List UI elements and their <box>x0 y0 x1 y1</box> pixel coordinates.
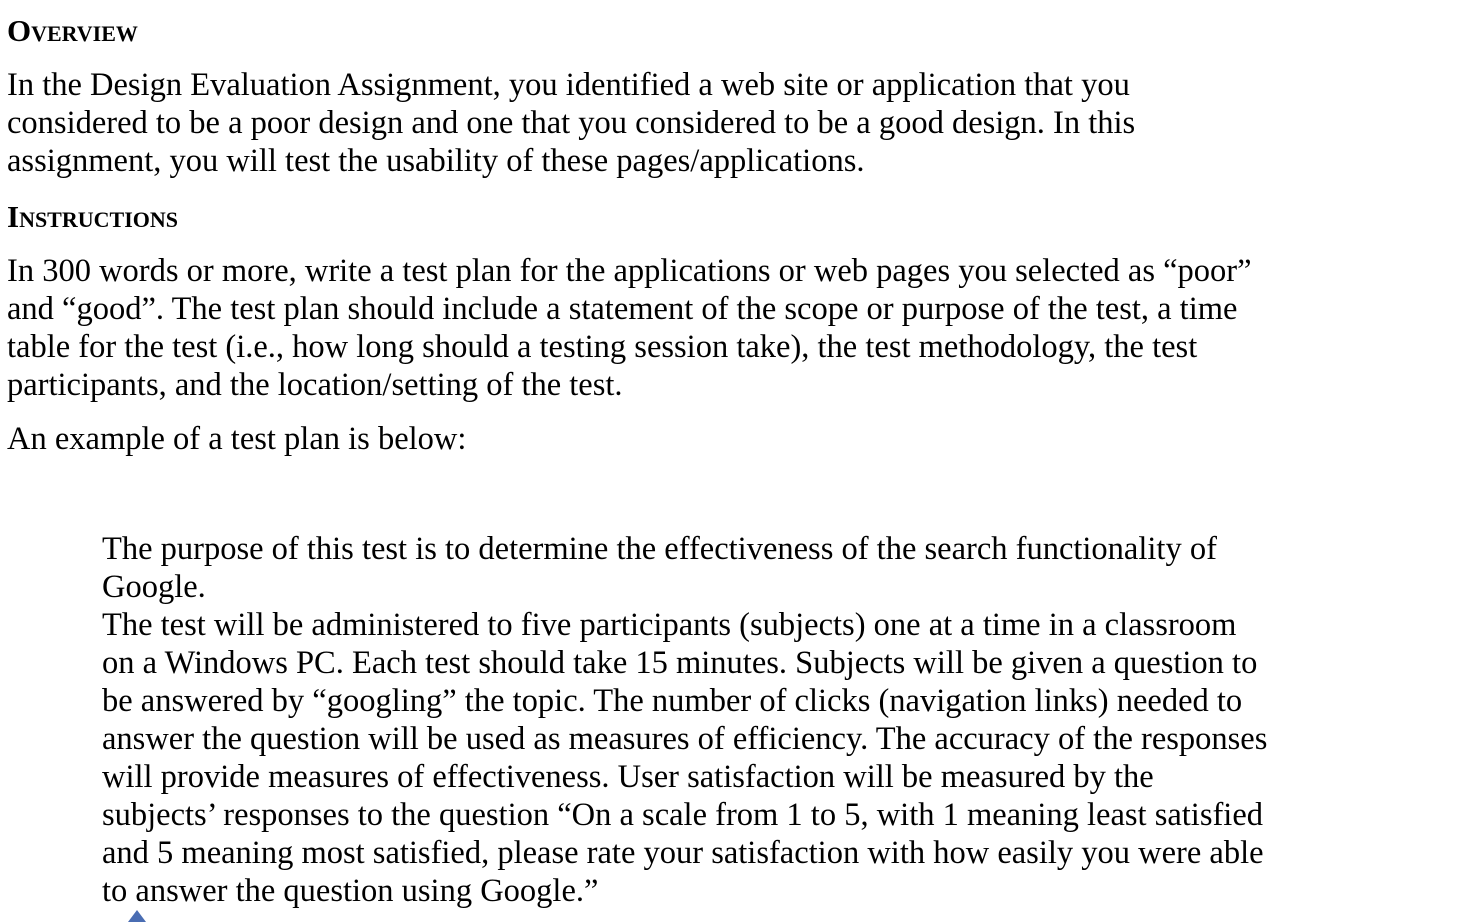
overview-line: In the Design Evaluation Assignment, you identified a web site or application that you <box>7 67 1130 103</box>
purpose-line: Google. <box>102 569 206 605</box>
method-line: will provide measures of effectiveness. User satisfaction will be measured by the <box>102 759 1154 795</box>
instructions-line: and “good”. The test plan should include a statement of the scope or purpose of the test, a time <box>7 291 1238 327</box>
instructions-line: In 300 words or more, write a test plan for the applications or web pages you selected as “poor” <box>7 253 1252 289</box>
instructions-line: table for the test (i.e., how long should a testing session take), the test methodology, the test <box>7 329 1198 365</box>
method-line: subjects’ responses to the question “On a scale from 1 to 5, with 1 meaning least satisfied <box>102 797 1264 833</box>
overview-paragraph <box>7 66 1135 180</box>
method-line: answer the question will be used as measures of efficiency. The accuracy of the responses <box>102 721 1268 757</box>
method-line: on a Windows PC. Each test should take 15 minutes. Subjects will be given a question to <box>102 645 1258 681</box>
method-line: The test will be administered to five participants (subjects) one at a time in a classroom <box>102 607 1237 643</box>
overview-line: assignment, you will test the usability of these pages/applications. <box>7 143 865 179</box>
method-line: to answer the question using Google.” <box>102 873 599 909</box>
example-intro: An example of a test plan is below: <box>7 421 467 457</box>
method-line: be answered by “googling” the topic. The number of clicks (navigation links) needed to <box>102 683 1243 719</box>
instructions-paragraph <box>7 252 1252 404</box>
overview-line: considered to be a poor design and one that you considered to be a good design. In this <box>7 105 1136 141</box>
example-test-plan <box>102 530 1267 910</box>
object-anchor-icon <box>128 910 146 922</box>
instructions-heading: Instructions <box>7 199 178 234</box>
instructions-line: participants, and the location/setting of the test. <box>7 367 623 403</box>
purpose-line: The purpose of this test is to determine the effectiveness of the search functionality of <box>102 531 1217 567</box>
method-line: and 5 meaning most satisfied, please rate your satisfaction with how easily you were able <box>102 835 1264 871</box>
overview-heading: Overview <box>7 13 138 48</box>
